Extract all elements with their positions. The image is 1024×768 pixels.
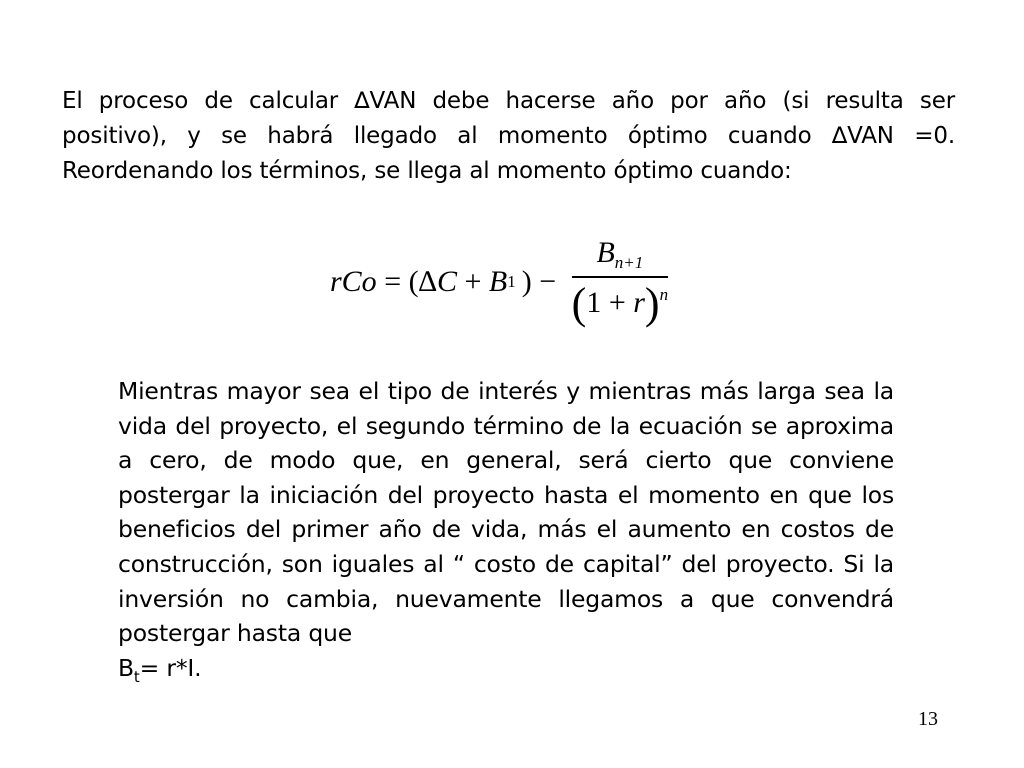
denominator-one: 1 (586, 285, 602, 319)
denominator-plus: + (601, 285, 634, 319)
fraction-denominator (572, 278, 668, 329)
formula-b-subscript: 1 (507, 272, 516, 291)
formula-plus: + (456, 265, 489, 298)
formula-c: C (436, 265, 457, 298)
formula-open-paren: ( (408, 265, 419, 298)
bt-variable: B (118, 653, 134, 682)
optimal-timing-formula (330, 236, 668, 328)
bt-subscript: t (133, 667, 140, 686)
numerator-b: B (596, 235, 615, 269)
bt-equation-rest: = r*I. (139, 653, 202, 682)
formula-close-paren: ) (521, 265, 532, 298)
denominator-close-paren: ) (644, 278, 660, 328)
formula-lhs: rCo (330, 265, 377, 298)
fraction-numerator (586, 236, 653, 276)
formula-equals: = (376, 265, 409, 298)
explanation-text: Mientras mayor sea el tipo de interés y mientras más larga sea la vida del proyecto, el segundo término de la ecuación se aproxima a cero, de modo que, en general, será cierto que conviene postergar la iniciación del proyecto hasta el momento en que los beneficios del primer año de vida, más el aumento en costos de construcción, son iguales al “ costo de capital” del proyecto. Si la inversión no cambia, nuevamente llegamos a que convendrá postergar hasta que (118, 377, 894, 648)
page-number: 13 (918, 708, 938, 730)
intro-paragraph: El proceso de calcular ∆VAN debe hacerse año por año (si resulta ser positivo), y se habrá llegado al momento óptimo cuando ∆VAN =0. Reordenando los términos, se llega al momento óptimo cuando: (62, 88, 955, 184)
denominator-exponent: n (659, 284, 669, 304)
formula-minus: − (531, 265, 564, 298)
formula-b: B (488, 265, 508, 298)
denominator-open-paren: ( (571, 278, 587, 328)
formula-delta: ∆ (418, 265, 437, 298)
numerator-subscript: n+1 (614, 252, 644, 272)
denominator-r: r (633, 285, 645, 319)
formula-fraction (572, 236, 668, 329)
explanation-paragraph (118, 374, 894, 694)
